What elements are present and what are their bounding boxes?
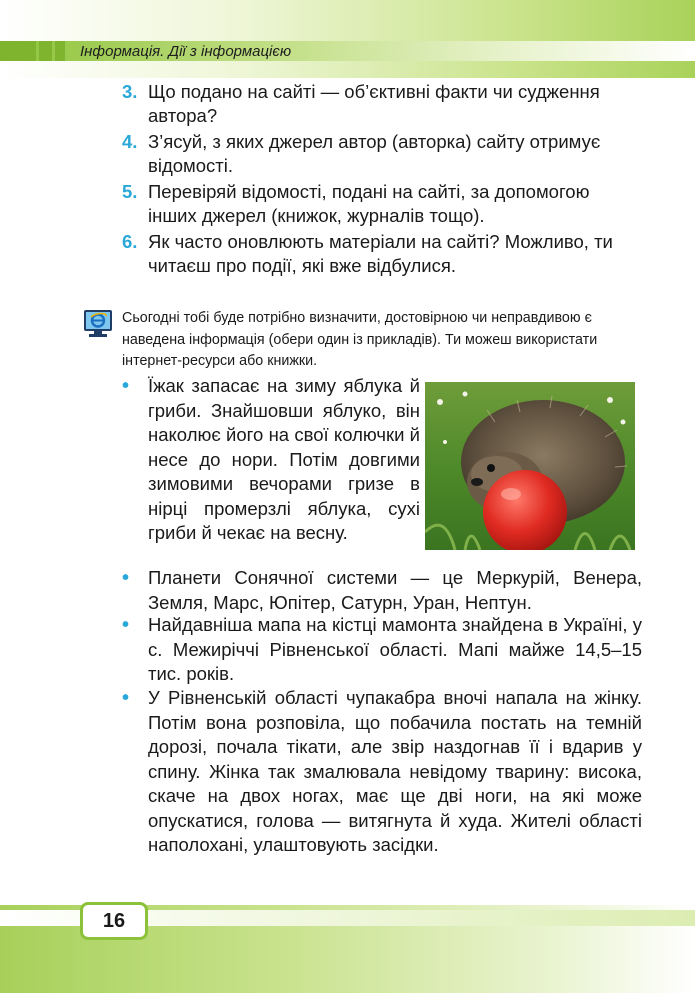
list-item xyxy=(122,230,642,278)
item-text: Що подано на сайті — об’єктивні факти чи судження автора? xyxy=(148,81,600,126)
item-text: Як часто оновлюють матеріали на сайті? Можливо, ти читаєш про події, які вже відбулися. xyxy=(148,231,613,276)
questions-list xyxy=(122,80,642,280)
section-title: Інформація. Дії з інформацією xyxy=(80,43,292,60)
list-item xyxy=(122,686,642,858)
list-item xyxy=(122,180,642,228)
list-item xyxy=(122,613,642,687)
item-number: 3. xyxy=(122,81,138,102)
list-item xyxy=(122,130,642,178)
bullet-dot: • xyxy=(122,567,130,589)
bullet-dot: • xyxy=(122,614,130,636)
bullet-dot: • xyxy=(122,375,130,397)
header-squares xyxy=(0,41,79,61)
example-text: Їжак запасає на зиму яблука й гриби. Знайшовши яблуко, він наколює його на свої колючки й несе до нори. Потім довгими зимовими вечорами гризе в нірці промерзлі яблука, сухі гриби й чекає на весну. xyxy=(148,375,420,543)
page-number: 16 xyxy=(102,909,126,932)
list-item xyxy=(122,566,642,615)
top-decor-band xyxy=(0,0,695,78)
item-number: 6. xyxy=(122,231,138,252)
example-text: У Рівненській області чупакабра вночі напала на жінку. Потім вона розповіла, що побачила постать на темній дорозі, почала тікати, але звір наздогнав її і вдарив у спину. Жінка так змалювала невідому тварину: висока, скаче на двох ногах, має ще дві ноги, на які може опускатися, голова — витягнута й худа. Жителі області наполохані, улаштовують засідки. xyxy=(148,687,642,855)
example-text: Планети Сонячної системи — це Меркурій, Венера, Земля, Марс, Юпітер, Сатурн, Уран, Нептун. xyxy=(148,567,642,613)
item-number: 4. xyxy=(122,131,138,152)
list-item xyxy=(122,80,642,128)
bullet-dot: • xyxy=(122,687,130,709)
page-number-badge xyxy=(80,902,148,940)
task-note: Сьогодні тобі буде потрібно визначити, достовірною чи неправдивою є наведена інформація (обери один із прикладів). Ти можеш використати інтернет-ресурси або книжки. xyxy=(122,310,598,369)
item-number: 5. xyxy=(122,181,138,202)
item-text: Перевіряй відомості, подані на сайті, за допомогою інших джерел (книжок, журналів тощо). xyxy=(148,181,590,226)
item-text: З’ясуй, з яких джерел автор (авторка) сайту отримує відомості. xyxy=(148,131,601,176)
example-text: Найдавніша мапа на кістці мамонта знайдена в Україні, у с. Межиріччі Рівненської області. Мапі майже 14,5–15 тис. років. xyxy=(148,614,642,684)
hedgehog-image xyxy=(425,382,635,550)
list-item xyxy=(122,374,420,546)
computer-icon xyxy=(83,309,113,339)
